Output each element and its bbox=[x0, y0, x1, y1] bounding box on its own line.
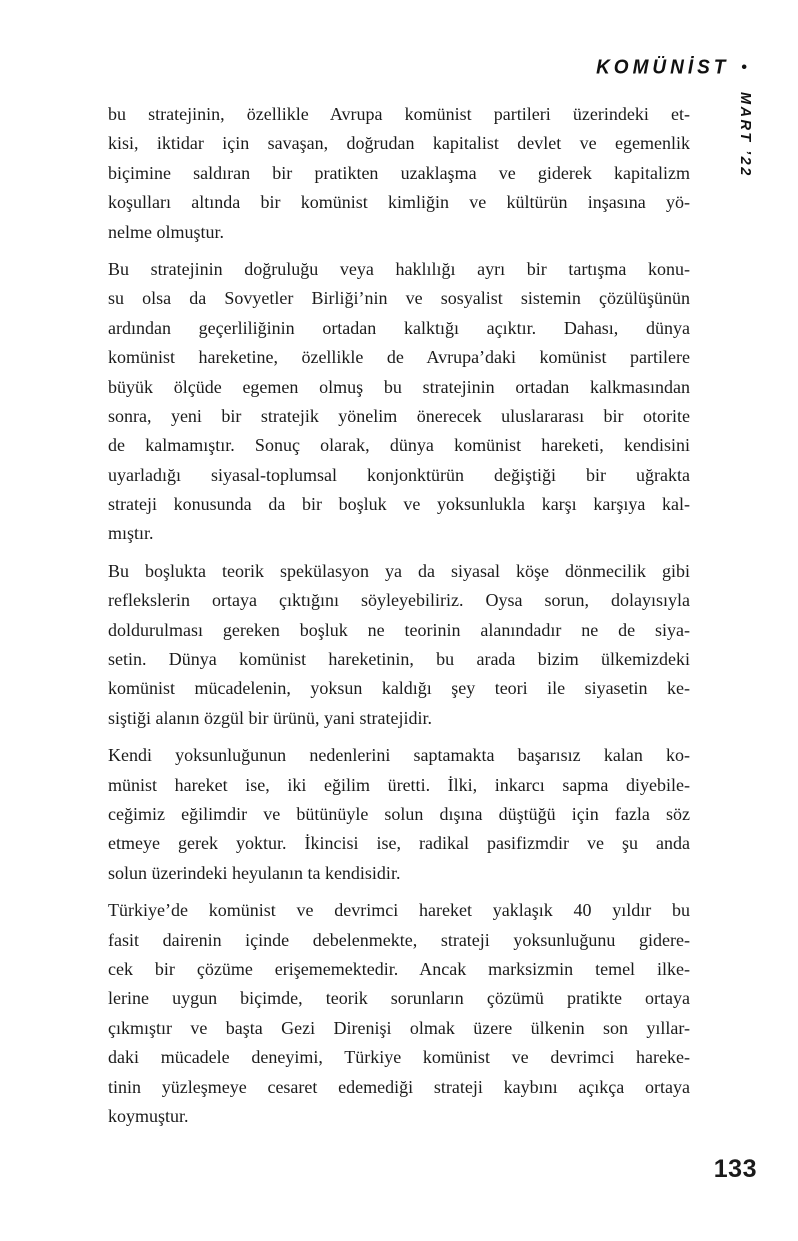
page-number: 133 bbox=[713, 1155, 757, 1183]
paragraph bbox=[108, 255, 690, 549]
text-line: koymuştur. bbox=[108, 1105, 189, 1126]
text-line: su olsa da Sovyetler Birliği’nin ve sosyalist sistemin çözülüşünün bbox=[108, 288, 690, 309]
text-line: mıştır. bbox=[108, 523, 154, 544]
text-line: ardından geçerliliğinin ortadan kalktığı açıktır. Dahası, dünya bbox=[108, 317, 690, 338]
running-header bbox=[596, 57, 747, 79]
text-line: Bu stratejinin doğruluğu veya haklılığı ayrı bir tartışma konu- bbox=[108, 258, 690, 279]
issue-date-vertical: MART ’22 bbox=[737, 92, 753, 178]
text-line: büyük ölçüde egemen olmuş bu stratejinin ortadan kalkmasından bbox=[108, 376, 690, 397]
text-line: etmeye gerek yoktur. İkincisi ise, radikal pasifizmdir ve şu anda bbox=[108, 833, 690, 854]
text-line: doldurulması gereken boşluk ne teorinin alanındadır ne de siya- bbox=[108, 619, 690, 640]
text-line: nelme olmuştur. bbox=[108, 221, 224, 242]
text-line: tinin yüzleşmeye cesaret edemediği strateji kaybını açıkça ortaya bbox=[108, 1076, 690, 1097]
text-line: reflekslerin ortaya çıktığını söyleyebiliriz. Oysa sorun, dolayısıyla bbox=[108, 590, 690, 611]
text-line: uyarladığı siyasal-toplumsal konjonktürün değiştiği bir uğrakta bbox=[108, 464, 690, 485]
text-line: münist hareket ise, iki eğilim üretti. İlki, inkarcı sapma diyebile- bbox=[108, 774, 690, 795]
text-line: kisi, iktidar için savaşan, doğrudan kapitalist devlet ve egemenlik bbox=[108, 133, 690, 154]
text-line: Kendi yoksunluğunun nedenlerini saptamakta başarısız kalan ko- bbox=[108, 745, 690, 766]
body-text bbox=[108, 100, 690, 1139]
text-line: komünist mücadelenin, yoksun kaldığı şey teori ile siyasetin ke- bbox=[108, 678, 690, 699]
text-line: siştiği alanın özgül bir ürünü, yani stratejidir. bbox=[108, 707, 432, 728]
journal-title: KOMÜNİST bbox=[596, 56, 730, 79]
text-line: biçimine saldıran bir pratikten uzaklaşma ve giderek kapitalizm bbox=[108, 162, 690, 183]
text-line: çıkmıştır ve başta Gezi Direnişi olmak üzere ülkenin son yıllar- bbox=[108, 1017, 690, 1038]
text-line: lerine uygun biçimde, teorik sorunların çözümü pratikte ortaya bbox=[108, 988, 690, 1009]
paragraph bbox=[108, 100, 690, 247]
text-line: cek bir çözüme erişememektedir. Ancak marksizmin temel ilke- bbox=[108, 958, 690, 979]
text-line: strateji konusunda da bir boşluk ve yoksunlukla karşı karşıya kal- bbox=[108, 494, 690, 515]
paragraph bbox=[108, 741, 690, 888]
text-line: de kalmamıştır. Sonuç olarak, dünya komünist hareketi, kendisini bbox=[108, 435, 690, 456]
text-line: bu stratejinin, özellikle Avrupa komünist partileri üzerindeki et- bbox=[108, 104, 690, 124]
text-line: setin. Dünya komünist hareketinin, bu arada bizim ülkemizdeki bbox=[108, 649, 690, 670]
bullet-icon: • bbox=[741, 59, 747, 76]
text-line: komünist hareketine, özellikle de Avrupa’daki komünist partilere bbox=[108, 347, 690, 368]
paragraph bbox=[108, 557, 690, 733]
text-line: ceğimiz eğilimdir ve bütünüyle solun dışına düştüğü için fazla söz bbox=[108, 803, 690, 824]
text-line: solun üzerindeki heyulanın ta kendisidir. bbox=[108, 862, 401, 883]
paragraph bbox=[108, 896, 690, 1131]
text-line: daki mücadele deneyimi, Türkiye komünist ve devrimci hareke- bbox=[108, 1047, 690, 1068]
text-line: Bu boşlukta teorik spekülasyon ya da siyasal köşe dönmecilik gibi bbox=[108, 560, 690, 581]
text-line: Türkiye’de komünist ve devrimci hareket yaklaşık 40 yıldır bu bbox=[108, 900, 690, 921]
text-line: sonra, yeni bir stratejik yönelim önerecek uluslararası bir otorite bbox=[108, 405, 690, 426]
text-line: koşulları altında bir komünist kimliğin ve kültürün inşasına yö- bbox=[108, 192, 690, 213]
text-line: fasit dairenin içinde debelenmekte, strateji yoksunluğunu gidere- bbox=[108, 929, 690, 950]
